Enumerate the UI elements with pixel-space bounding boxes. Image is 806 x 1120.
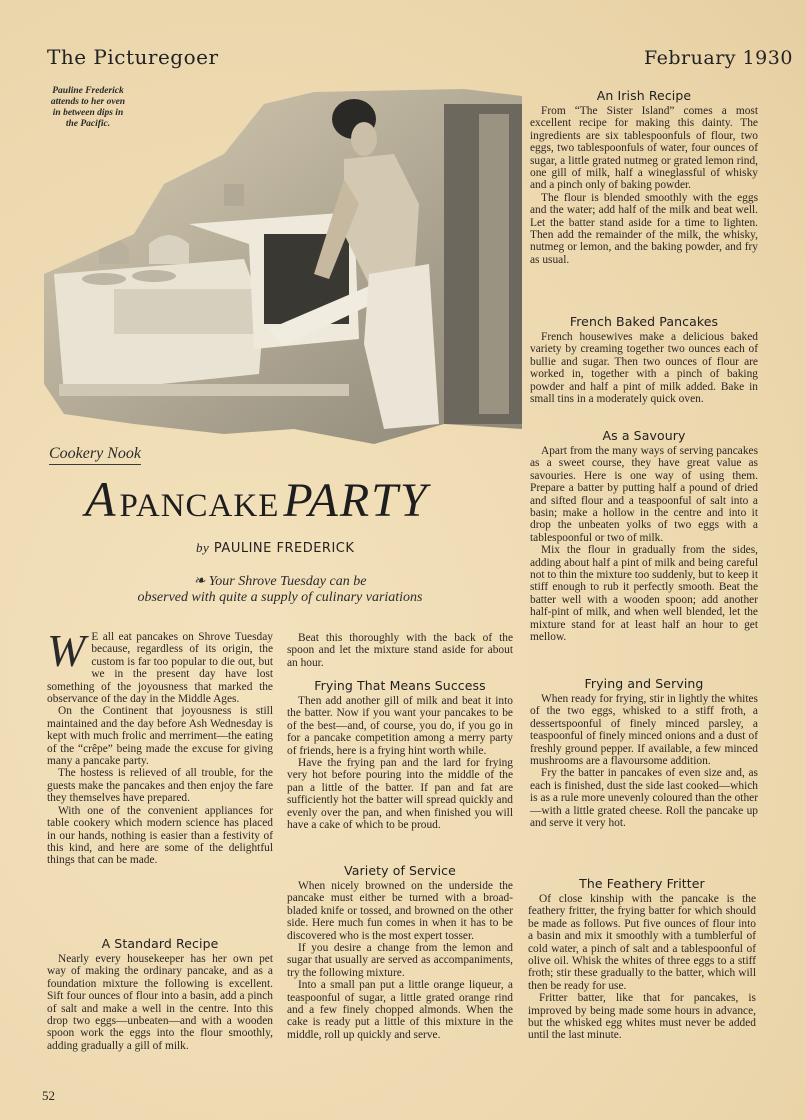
section-frying-success xyxy=(287,678,513,831)
section-standard-recipe xyxy=(47,936,273,1052)
paragraph: Apart from the many ways of serving pancakes as a sweet course, they have great value as savouries. Here is one way of using them. Prepare a batter by putting half a pound of dried and sifted flour and a teaspoonful of salt into a basin; make a hollow in the centre and into it drop the unbeaten yolks of two eggs with a tablespoonful or two of milk. xyxy=(530,445,758,544)
section-heading: Frying and Serving xyxy=(584,676,704,691)
photo-caption: Pauline Frederick attends to her oven in between dips in the Pacific. xyxy=(50,86,126,129)
section-feathery-fritter xyxy=(528,876,756,1042)
paragraph: The hostess is relieved of all trouble, for the guests make the pancakes and then enjoy the fare they themselves have prepared. xyxy=(47,767,273,805)
subtitle-line1: Your Shrove Tuesday can be xyxy=(208,574,367,589)
title-last: PARTY xyxy=(283,474,429,527)
paragraph: When ready for frying, stir in lightly the whites of the two eggs, whisked to a stiff froth, a dessertspoonful of finely minced parsley, a teaspoonful of finely minced onions and a dust of freshly ground pepper. If available, a few minced mushrooms are a flavoursome addition. xyxy=(530,693,758,768)
section-frying-serving xyxy=(530,676,758,829)
paragraph: When nicely browned on the underside the pancake must either be turned with a broad-bladed knife or tossed, and browned on the other side. Here much fun comes in when it has to be discovered who is the most expert tosser. xyxy=(287,880,513,942)
paragraph: From “The Sister Island” comes a most excellent recipe for making this dainty. The ingredients are six tablespoonfuls of flour, two eggs, two tablespoonfuls of water, four ounces of sugar, a little grated nutmeg or grated lemon rind, one gill of milk, half a wineglassful of whisky and a pinch only of baking powder. xyxy=(530,105,758,192)
column-1 xyxy=(47,625,273,867)
paragraph: Mix the flour in gradually from the sides, adding about half a pint of milk and being careful not to thin the mixture too suddenly, but to keep it stiff enough to rub it perfectly smooth. Beat the batter well with a wooden spoon; add another half-pint of milk, and when well blended, let the mixture stand for at least half an hour to get mellow. xyxy=(530,544,758,644)
section-savoury xyxy=(530,428,758,644)
byline-author: PAULINE FREDERICK xyxy=(213,541,355,556)
issue-date: February 1930 xyxy=(644,47,793,69)
title-middle: PANCAKE xyxy=(119,488,280,524)
paragraph: The flour is blended smoothly with the eggs and the water; add half of the milk and beat well. Let the batter stand aside for a time to lighten. Then add the remainder of the milk, the whisky, nutmeg or lemon, and the baking powder, and fry as usual. xyxy=(530,191,758,266)
paragraph: E all eat pancakes on Shrove Tuesday because, regardless of its origin, the custom is far too popular to die out, but we in the present day have lost something of the joyousness that marked the observance of the day in the Middle Ages. xyxy=(47,631,273,706)
section-heading: A Standard Recipe xyxy=(101,936,219,951)
paragraph: If you desire a change from the lemon and sugar that usually are served as accompaniments, try the following mixture. xyxy=(287,942,513,979)
paragraph: Of close kinship with the pancake is the feathery fritter, the frying batter for which should be made as follows. Put five ounces of flour into a basin and mix it smoothly with a tumblerful of cold water, a pinch of salt and a tablespoonful of olive oil. Whisk the whites of three eggs to a stiff froth; stir these gradually to the batter, which will then be ready for use. xyxy=(528,893,756,992)
paragraph: Then add another gill of milk and beat it into the batter. Now if you want your pancakes to be of the best—and, of course, you do, if you go in for a pancake competition among a merry party of friends, here is a frying hint worth while. xyxy=(287,695,513,757)
article-subtitle xyxy=(90,574,470,606)
section-heading: An Irish Recipe xyxy=(596,88,692,103)
paragraph: Nearly every housekeeper has her own pet way of making the ordinary pancake, and as a foundation mixture the following is excellent. Sift four ounces of flour into a basin, add a pinch of salt and make a well in the centre. Into this drop two eggs—unbeaten—and with a wooden spoon work the eggs into the flour smoothly, adding gradually a gill of milk. xyxy=(47,953,273,1052)
column-2-continuation xyxy=(287,632,513,669)
section-french-baked xyxy=(530,314,758,405)
paragraph: Fry the batter in pancakes of even size and, as each is finished, dust the side last cooked—which is as a rule more unevenly coloured than the other—with a little grated cheese. Roll the pancake up and serve it very hot. xyxy=(530,767,758,830)
page-number: 52 xyxy=(42,1088,55,1103)
paragraph: Into a small pan put a little orange liqueur, a teaspoonful of sugar, a little grated orange rind and a few finely chopped almonds. When the cake is ready put a little of this mixture in the middle, roll up quickly and serve. xyxy=(287,979,513,1041)
magazine-title: The Picturegoer xyxy=(47,45,219,69)
subtitle-line2: observed with quite a supply of culinary variations xyxy=(137,590,423,605)
paragraph: Have the frying pan and the lard for frying very hot before pouring into the middle of the pan a little of the batter. If pan and fat are sufficiently hot the batter will spread quickly and evenly over the pan, and when finished you will have a cake of which to be proud. xyxy=(287,757,513,832)
section-heading: Variety of Service xyxy=(344,863,456,878)
section-heading: Frying That Means Success xyxy=(314,678,486,693)
paragraph: French housewives make a delicious baked variety by creaming together two ounces each of bullie and sugar. Then two ounces of flour are worked in, together with a pinch of baking powder and half a pint of milk added. Bake in small tins in a moderately quick oven. xyxy=(530,331,758,406)
section-heading: The Feathery Fritter xyxy=(579,876,705,891)
photo-pauline-frederick-at-oven xyxy=(44,84,522,444)
article-title xyxy=(85,470,429,528)
section-heading: French Baked Pancakes xyxy=(569,314,719,329)
section-variety xyxy=(287,863,513,1041)
drop-cap: W xyxy=(47,625,86,676)
bullet-icon: ❧ xyxy=(193,574,209,589)
paragraph: With one of the convenient appliances for table cookery which modern science has placed in our hands, nothing is easier than a festivity of this kind, and here are some of the delightful things that can be made. xyxy=(47,804,273,867)
section-heading: As a Savoury xyxy=(602,428,686,443)
paragraph: Beat this thoroughly with the back of the spoon and let the mixture stand aside for about an hour. xyxy=(287,632,513,669)
byline-by: by xyxy=(196,540,210,555)
paragraph: On the Continent that joyousness is still maintained and the day before Ash Wednesday is kept with much frolic and merriment—the eating of the “crêpe” being made the excuse for giving many a pancake party. xyxy=(47,705,273,768)
section-irish-recipe xyxy=(530,88,758,266)
paragraph: Fritter batter, like that for pancakes, is improved by being made some hours in advance, but the whisked egg whites must never be added until the last minute. xyxy=(528,992,756,1042)
section-label: Cookery Nook xyxy=(49,445,141,465)
byline xyxy=(196,540,354,556)
title-initial: A xyxy=(85,471,116,527)
